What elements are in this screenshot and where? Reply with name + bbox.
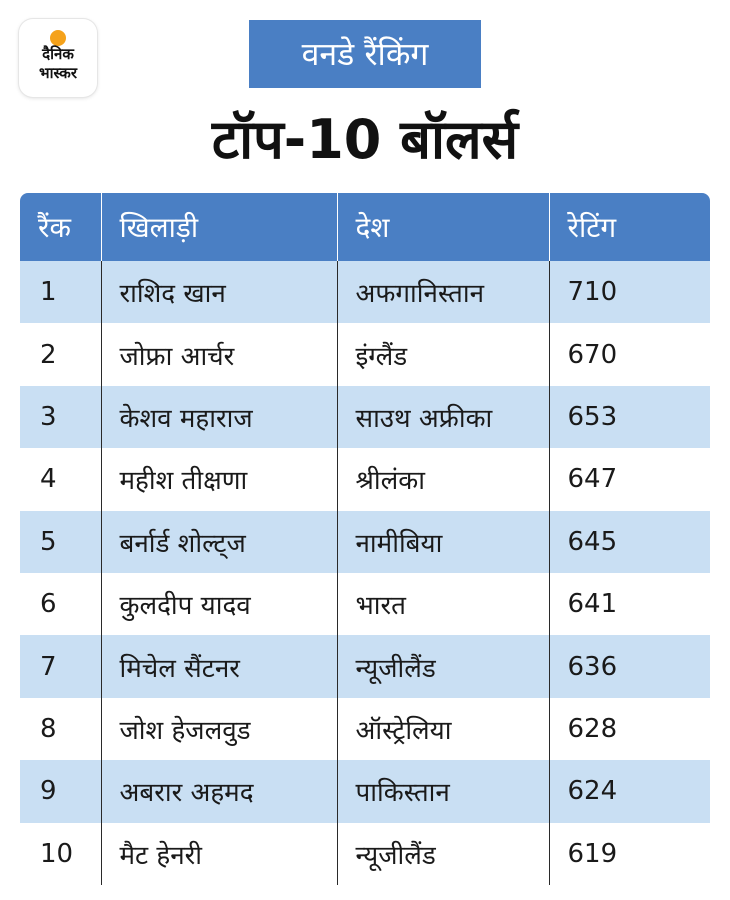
rating-cell: 636 [567,651,618,682]
rating-cell: 710 [567,277,618,308]
header-player: खिलाड़ी [101,193,337,261]
subtitle-banner: वनडे रैंकिंग [249,20,481,88]
header-country: देश [337,193,549,261]
table-row [20,448,710,510]
table-row [20,698,710,760]
logo-text-line2: भास्कर [39,64,77,82]
rank-cell: 5 [20,511,101,573]
country-cell: नामीबिया [337,511,549,573]
sun-icon [50,30,66,46]
header-rank: रैंक [20,193,101,261]
player-cell: केशव महाराज [101,386,337,448]
country-cell: न्यूजीलैंड [337,823,549,885]
player-cell: महीश तीक्षणा [101,448,337,510]
rankings-table-container [20,193,710,885]
table-row [20,760,710,822]
rank-cell: 7 [20,635,101,697]
table-row [20,635,710,697]
rankings-table [20,193,710,885]
rank-cell: 4 [20,448,101,510]
rank-cell: 10 [20,823,101,885]
rating-cell: 670 [567,339,618,370]
header-rating: रेटिंग [567,211,617,244]
player-cell: मैट हेनरी [101,823,337,885]
country-cell: साउथ अफ्रीका [337,386,549,448]
rank-cell: 3 [20,386,101,448]
logo-text-line1: दैनिक [42,45,74,63]
player-cell: मिचेल सैंटनर [101,635,337,697]
rating-cell: 619 [567,838,618,869]
rank-cell: 8 [20,698,101,760]
country-cell: भारत [337,573,549,635]
dainik-bhaskar-logo[interactable] [19,19,97,97]
rating-cell: 645 [567,526,618,557]
country-cell: ऑस्ट्रेलिया [337,698,549,760]
player-cell: बर्नार्ड शोल्ट्ज [101,511,337,573]
table-row [20,323,710,385]
rating-cell: 624 [567,776,618,807]
rating-cell: 628 [567,713,618,744]
country-cell: श्रीलंका [337,448,549,510]
table-row [20,386,710,448]
rank-cell: 9 [20,760,101,822]
player-cell: जोश हेजलवुड [101,698,337,760]
page-title: टॉप-10 बॉलर्स [211,108,519,171]
country-cell: अफगानिस्तान [337,261,549,323]
rank-cell: 6 [20,573,101,635]
table-row [20,573,710,635]
player-cell: राशिद खान [101,261,337,323]
table-header-row [20,193,710,261]
country-cell: पाकिस्तान [337,760,549,822]
rank-cell: 1 [20,261,101,323]
rank-cell: 2 [20,323,101,385]
player-cell: अबरार अहमद [101,760,337,822]
country-cell: इंग्लैंड [337,323,549,385]
player-cell: कुलदीप यादव [101,573,337,635]
rating-cell: 653 [567,401,618,432]
rating-cell: 647 [567,464,618,495]
player-cell: जोफ्रा आर्चर [101,323,337,385]
table-row [20,511,710,573]
country-cell: न्यूजीलैंड [337,635,549,697]
table-row [20,823,710,885]
rating-cell: 641 [567,589,618,620]
table-row [20,261,710,323]
